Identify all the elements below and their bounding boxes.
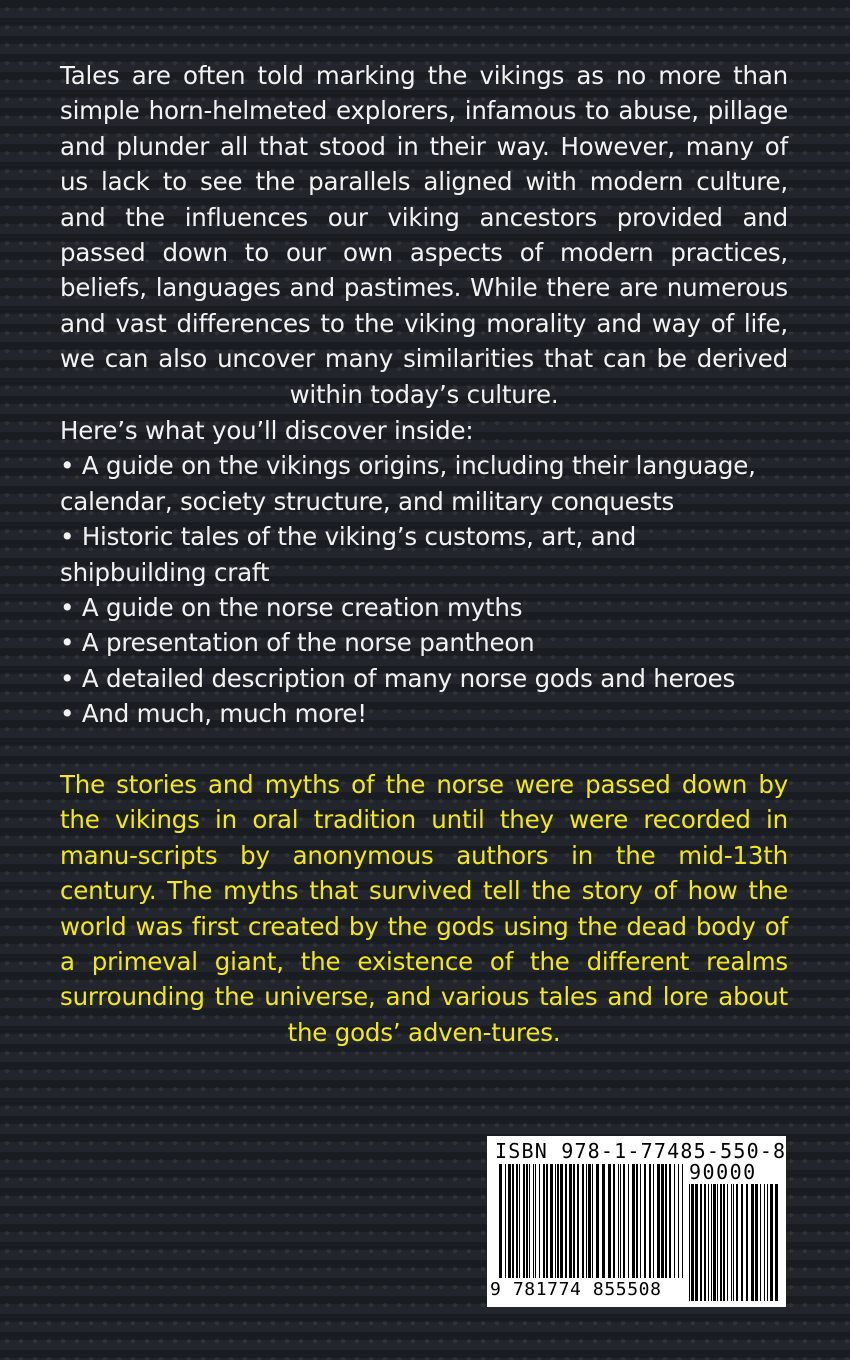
barcode-bar	[695, 1184, 698, 1301]
barcode-bar	[717, 1184, 718, 1301]
isbn-label: ISBN 978-1-77485-550-8	[495, 1139, 787, 1163]
barcode-bar	[499, 1164, 502, 1278]
barcode-bar	[529, 1164, 530, 1278]
barcode-bar	[613, 1164, 615, 1278]
barcode-bar	[505, 1164, 506, 1278]
barcode-bar	[602, 1164, 605, 1278]
barcode-bar	[632, 1164, 635, 1278]
barcode-bar	[767, 1184, 768, 1301]
barcode-bar	[560, 1164, 563, 1278]
barcode-bar	[608, 1164, 611, 1278]
barcode-bar	[546, 1164, 548, 1278]
barcode-bar	[523, 1164, 525, 1278]
list-item: • A detailed description of many norse gods and heroes	[60, 663, 736, 693]
barcode-bar	[620, 1164, 621, 1278]
barcode-bar	[539, 1164, 540, 1278]
barcode-bar	[565, 1164, 567, 1278]
barcode-bar	[764, 1184, 765, 1301]
barcode-bar	[711, 1184, 712, 1301]
barcode-bar	[736, 1184, 738, 1301]
barcode-bar	[727, 1184, 728, 1301]
barcode-bar	[533, 1164, 534, 1278]
barcode-bar	[770, 1184, 773, 1301]
barcode-bar	[674, 1164, 675, 1278]
barcode-bar	[746, 1184, 748, 1301]
barcode-bar	[700, 1184, 702, 1301]
barcode-bar	[582, 1164, 584, 1278]
barcode-bar	[535, 1164, 536, 1278]
list-item: • A guide on the norse creation myths	[60, 593, 523, 623]
barcode-bar	[653, 1164, 654, 1278]
barcode-bar	[628, 1164, 629, 1278]
barcode-bar	[569, 1164, 572, 1278]
isbn-barcode	[487, 1136, 786, 1307]
barcode-bar	[508, 1164, 511, 1278]
barcode-bar	[618, 1164, 619, 1278]
barcode-bar	[623, 1164, 625, 1278]
barcode-bar	[760, 1184, 761, 1301]
barcode-bar	[649, 1164, 651, 1278]
discover-heading: Here’s what you’ll discover inside:	[60, 416, 474, 445]
barcode-bar	[640, 1164, 641, 1278]
barcode-bar	[775, 1184, 778, 1301]
barcode-bar	[741, 1184, 743, 1301]
barcode-bar	[657, 1164, 660, 1278]
list-item: • A presentation of the norse pantheon	[60, 628, 535, 658]
list-item: • And much, much more!	[60, 699, 367, 729]
barcode-bar	[512, 1164, 514, 1278]
barcode-bar	[557, 1164, 559, 1278]
barcode-bar	[543, 1164, 545, 1278]
barcode-bar	[550, 1164, 553, 1278]
barcode-bar	[596, 1164, 599, 1278]
list-item: • A guide on the vikings origins, including their language, calendar, society structure, and military conquests	[60, 451, 756, 516]
barcode-bar	[586, 1164, 587, 1278]
outro-paragraph: The stories and myths of the norse were passed down by the vikings in oral tradition until they were recorded in manu-scripts by anonymous authors in the mid-13th century. The myths that survived tell the story of how the world was first created by the gods using the dead body of a primeval giant, the existence of the different realms surrounding the universe, and various tales and lore about the gods’ adven-tures.	[60, 770, 788, 1047]
discover-list	[60, 413, 788, 732]
barcode-bar	[519, 1164, 520, 1278]
barcode-bar	[682, 1164, 683, 1278]
barcode-bar	[723, 1184, 725, 1301]
barcode-bar	[644, 1164, 646, 1278]
barcode-bar	[555, 1164, 556, 1278]
barcode-bar	[577, 1164, 579, 1278]
barcode-bar	[661, 1164, 664, 1278]
barcode-bar	[731, 1184, 732, 1301]
barcode-bar	[689, 1184, 690, 1301]
barcode-bar	[720, 1184, 722, 1301]
barcode-bar	[755, 1184, 758, 1301]
intro-paragraph: Tales are often told marking the vikings as no more than simple horn-helmeted explorers, infamous to abuse, pillage and plunder all that stood in their way. However, many of us lack to see the parallels aligned with modern culture, and the influences our viking ancestors provided and passed down to our own aspects of modern practices, beliefs, languages and pastimes. While there are numerous and vast differences to the viking morality and way of life, we can also uncover many similarities that can be derived within today’s culture.	[60, 61, 788, 409]
barcode-bar	[669, 1164, 671, 1278]
barcode-bar	[588, 1164, 591, 1278]
barcode-bar	[592, 1164, 593, 1278]
barcode-bar	[573, 1164, 575, 1278]
barcode-bar	[636, 1164, 638, 1278]
barcode-bar	[751, 1184, 754, 1301]
barcode-bar	[526, 1164, 528, 1278]
barcode-bar	[704, 1184, 706, 1301]
price-code: 90000	[689, 1160, 757, 1184]
barcode-bar	[691, 1184, 694, 1301]
ean-digits: 9 781774 855508	[490, 1279, 662, 1300]
barcode-bar	[713, 1184, 716, 1301]
list-item: • Historic tales of the viking’s customs, art, and shipbuilding craft	[60, 522, 637, 587]
barcode-bar	[733, 1184, 734, 1301]
barcode-bar	[516, 1164, 518, 1278]
barcode-bar	[665, 1164, 667, 1278]
barcode-bar	[678, 1164, 679, 1278]
barcode-bar	[708, 1184, 709, 1301]
